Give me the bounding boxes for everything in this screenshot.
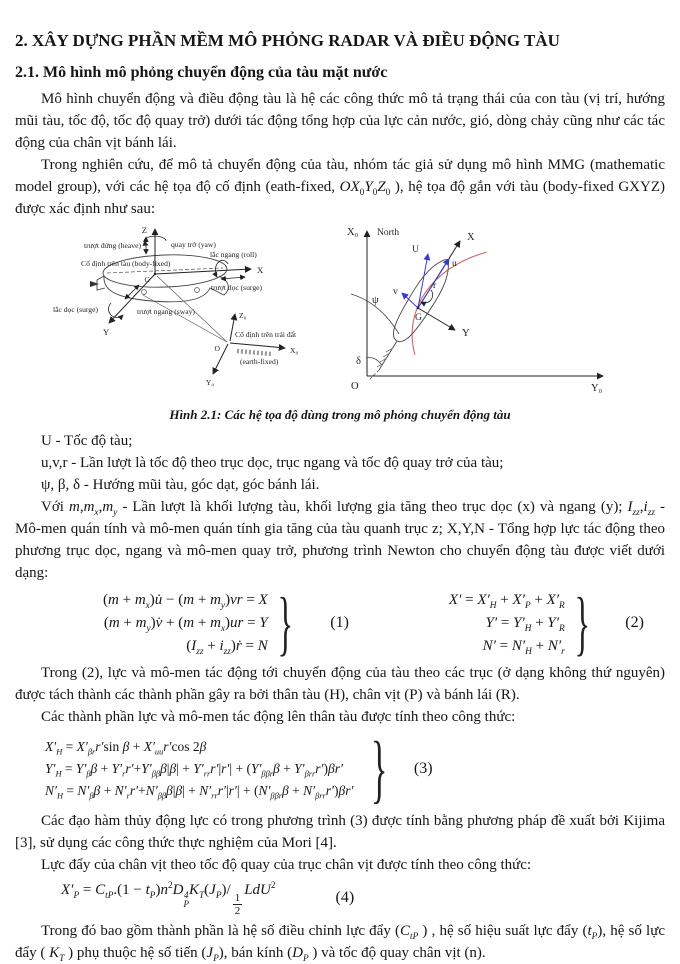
surge-component-label: u	[452, 259, 457, 269]
paragraph-kijima: Các đạo hàm thủy động lực có trong phương trình (3) được tính bằng phương pháp đề xuất bởi Kijima [3], sử dụng các công thức thực nghiệm của Mori [4].	[15, 813, 665, 851]
sway-component-label: v	[393, 287, 398, 297]
sway-double-arrow	[125, 285, 139, 299]
ship-hull-outline	[104, 276, 228, 302]
subsection-heading: 2.1. Mô hình mô phỏng chuyển động của tàu mặt nước	[15, 64, 388, 81]
ship-centerline	[107, 268, 223, 273]
y-axis-label: Y	[103, 327, 110, 337]
angle-mark-1	[142, 290, 147, 295]
paragraph-decompose: Trong (2), lực và mô-men tác động tới chuyển động của tàu theo các trục (ở dạng không thứ nguyên) được tách thành các thành phần gây ra bởi thân tàu (H), chân vịt (P) và bánh lái (R).	[15, 665, 665, 703]
speed-vector-label: U	[412, 245, 419, 255]
equation-2-body: $X' = X'_H + X'_P + X'_R$ $Y' = Y'_H + Y'_R$ $N' = N'_H + N'_r$	[448, 591, 565, 657]
psi-angle-label: ψ	[372, 295, 379, 306]
figure-2-1	[15, 224, 665, 404]
y0-axis-label: Y₀	[205, 378, 215, 387]
earth-fixed-label-2: (earth-fixed)	[240, 357, 279, 366]
equation-2-brace: }	[574, 583, 590, 663]
body-fixed-label: Cố định trên tàu (body-fixed)	[81, 259, 171, 268]
equation-2-number: (2)	[625, 614, 644, 631]
equation-row-1-2	[15, 583, 665, 663]
x0-axis-label: X₀	[347, 227, 359, 238]
roll-label: lắc ngang (roll)	[210, 250, 257, 259]
delta-angle-arc	[366, 358, 381, 364]
rudder-hatch-3	[380, 358, 387, 362]
x-axis-label: X	[257, 265, 264, 275]
g-point	[154, 273, 156, 275]
rudder-hatch-2	[383, 353, 390, 357]
definition-U: U - Tốc độ tàu;	[41, 433, 133, 449]
north-label: North	[377, 228, 400, 238]
z0-axis-label: Z₀	[239, 311, 247, 320]
paragraph-intro: Mô hình chuyển động và điều động tàu là hệ các công thức mô tả trạng thái của con tàu (vị trí, hướng mũi tàu, tốc độ, tốc độ quay trở) dưới tác động tổng hợp của lực cản nước, gió, dòng chảy cũng như các tác động của chân vịt bánh lái.	[15, 91, 665, 151]
surge-label: trượt dọc (surge)	[211, 283, 263, 292]
origin-label: O	[214, 344, 220, 353]
paragraph-mass: Với $m,m_x,m_y$ - Lần lượt là khối lượng tàu, khối lượng gia tăng theo trục dọc (x) và ngang (y); $I_{zz},i_{zz}$ - Mô-men quán tính và mô-men quán tính gia tăng của tàu quanh trục z; X,Y,N - Tổng hợp lực tác động theo phương trục dọc, ngang và mô-men quay trở, phương trình Newton cho chuyển động tàu được viết dưới dạng:	[15, 499, 665, 581]
figure-caption: Hình 2.1: Các hệ tọa độ dùng trong mô phỏng chuyển động tàu	[169, 407, 511, 422]
symbol-definitions	[15, 430, 665, 496]
g-point-label: G	[144, 275, 150, 284]
x0-axis-label: X₀	[290, 346, 299, 355]
y-axis-label: Y	[462, 328, 470, 339]
propeller-icon	[90, 281, 99, 287]
delta-angle-label: δ	[356, 356, 361, 367]
equation-3-brace: }	[371, 727, 388, 811]
section-heading: 2. XÂY DỰNG PHẦN MỀM MÔ PHỎNG RADAR VÀ ĐIỀU ĐỘNG TÀU	[15, 31, 560, 50]
equation-1-number: (1)	[330, 614, 349, 631]
paragraph-coefficients: Trong đó bao gồm thành phần là hệ số điều chỉnh lực đẩy ($C_{tP}$ ) , hệ số hiệu suất lực đẩy $(t_P)$, hệ số lực đẩy ( $K_T$ ) phụ thuộc hệ số tiến $(J_P)$, bán kính ($D_P$ ) và tốc độ quay chân vịt (n).	[15, 923, 665, 964]
trajectory-curve	[412, 252, 487, 355]
g-point-label: G	[415, 313, 422, 323]
paragraph-hull: Các thành phần lực và mô-men tác động lên thân tàu được tính theo công thức:	[41, 709, 516, 725]
equation-1-brace: }	[277, 583, 293, 663]
z-axis-label: Z	[141, 225, 147, 235]
heave-label: trượt đứng (heave)	[84, 241, 141, 250]
equation-3-number: (3)	[413, 760, 433, 777]
y0-axis-label: Y₀	[591, 383, 603, 394]
paragraph-mmg: Trong nghiên cứu, để mô tả chuyển động của tàu, nhóm tác giả sử dụng mô hình MMG (mathematic model group), với các hệ tọa độ cố định (eath-fixed, $OX_0Y_0Z_0$ ), hệ tọa độ gắn với tàu (body-fixed GXYZ) được xác định như sau:	[15, 157, 665, 217]
equation-row-3	[15, 727, 665, 811]
x-axis-label: X	[467, 232, 475, 243]
x0-axis	[230, 343, 285, 348]
rudder-extension	[369, 370, 379, 380]
equation-4-body: $X'_P = C_{tP}.(1 - t_P)n^2D$ 4 P $K_T(J_P)/$ $\frac{1}{2}$ LdU$^2$	[61, 881, 276, 917]
origin-label: O	[351, 381, 359, 392]
sway-label: trượt ngang (sway)	[137, 307, 195, 316]
definition-angles: ψ, β, δ - Hướng mũi tàu, góc dạt, góc bánh lái.	[41, 477, 320, 493]
equation-row-4	[15, 879, 665, 917]
equation-1-body: $(m + m_x)u̇ - (m + m_y)vr = X$ $(m + m_y)v̇ + (m + m_x)ur = Y$ ($I_{zz}$ + $i_{zz})ṙ = N$	[103, 591, 268, 657]
paragraph-thrust: Lực đẩy của chân vịt theo tốc độ quay của trục chân vịt được tính theo công thức:	[41, 857, 532, 873]
g-point	[417, 307, 420, 310]
earth-fixed-label-1: Cố định trên trái đất	[235, 330, 297, 339]
rudder-line	[379, 341, 397, 370]
yaw-label: quay trở (yaw)	[171, 240, 216, 249]
ship-axes-diagram	[47, 224, 339, 404]
x-axis	[155, 269, 251, 274]
angle-mark-2	[195, 288, 200, 293]
ship-outline	[386, 253, 457, 347]
yaw-rate-label: r	[433, 281, 437, 291]
definition-uvr: u,v,r - Lần lượt là tốc độ theo trục dọc, trục ngang và tốc độ quay trở của tàu;	[41, 455, 504, 471]
rudder-hatch-1	[386, 348, 393, 352]
equation-4-number: (4)	[335, 889, 355, 906]
pitch-label: lắc dọc (surge)	[53, 305, 98, 314]
ship-heading-diagram	[345, 224, 645, 396]
equation-3-body: $X'_H = X'_{\beta r}r'\sin$ $\beta + X'_{uu}r'\cos$ 2β $Y'_H = Y'_\beta\beta + Y'_rr'+Y'_{\beta\beta}\beta|\beta| + Y'_{rr}r'|r'| + (Y'_{\beta\beta r}\beta + Y'_{\beta rr}r')\beta r'$ $N'_H = N'_\beta\beta + N'_rr'+N'_{\beta\beta}\beta|\beta| + N'_{rr}r'|r'| + (N'_{\beta\beta r}\beta + N'_{\beta rr}r')\beta r'$	[45, 739, 354, 801]
surge-double-arrow	[221, 277, 245, 279]
ground-hatch	[237, 351, 271, 354]
